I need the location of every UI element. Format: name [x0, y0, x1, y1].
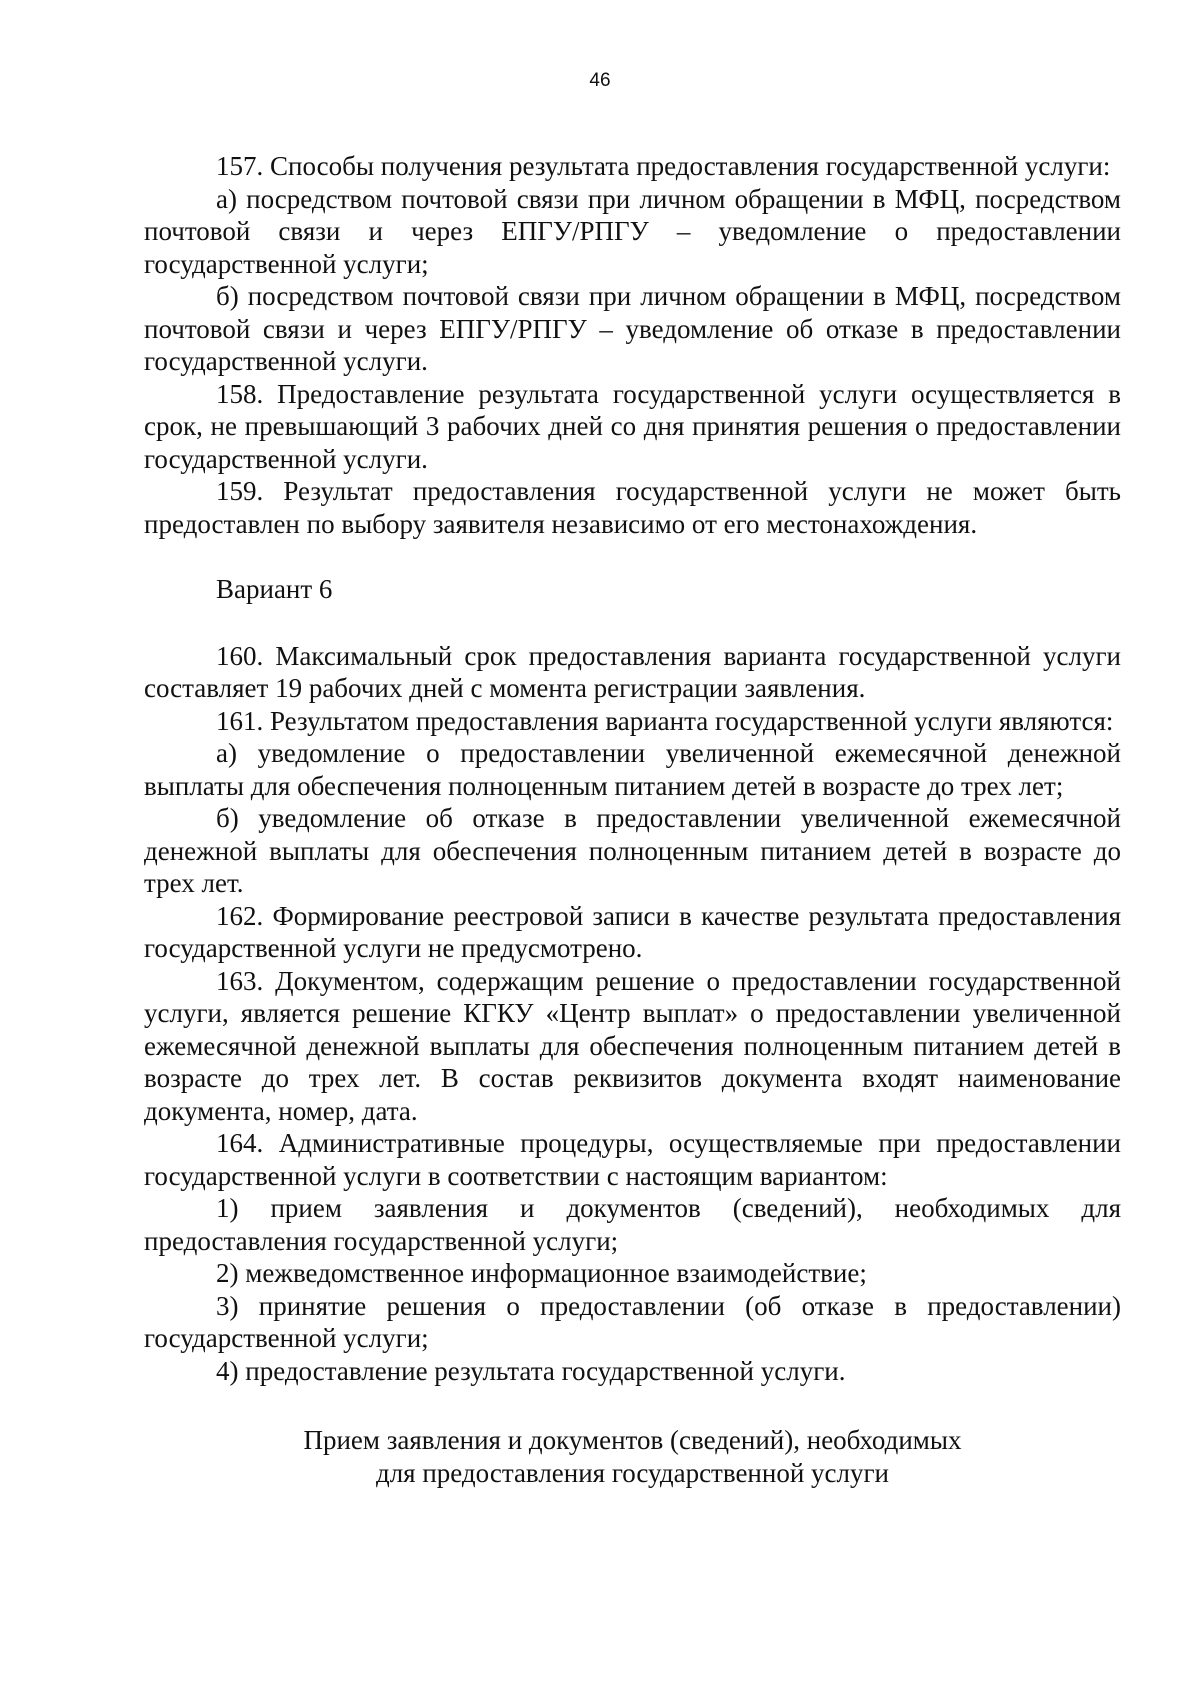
variant-heading: Вариант 6	[216, 574, 333, 604]
paragraph-164-4: 4) предоставление результата государственной услуги.	[216, 1355, 846, 1386]
paragraph-161-a: а) уведомление о предоставлении увеличенной ежемесячной денежной выплаты для обеспечения полноценным питанием детей в возрасте до трех лет;	[144, 738, 1121, 801]
paragraph-157-a: а) посредством почтовой связи при личном обращении в МФЦ, посредством почтовой связи и через ЕПГУ/РПГУ – уведомление о предоставлении государственной услуги;	[144, 183, 1121, 279]
paragraph-161: 161. Результатом предоставления варианта государственной услуги являются:	[216, 705, 1114, 736]
paragraph-162: 162. Формирование реестровой записи в качестве результата предоставления государственной услуги не предусмотрено.	[144, 900, 1121, 963]
paragraph-160: 160. Максимальный срок предоставления варианта государственной услуги составляет 19 рабочих дней с момента регистрации заявления.	[144, 640, 1121, 703]
paragraph-161-b: б) уведомление об отказе в предоставлении увеличенной ежемесячной денежной выплаты для обеспечения полноценным питанием детей в возрасте до трех лет.	[144, 803, 1121, 898]
paragraph-157: 157. Способы получения результата предоставления государственной услуги:	[216, 151, 1111, 181]
page-number: 46	[589, 70, 611, 91]
section-title-line-2: для предоставления государственной услуги	[375, 1457, 890, 1488]
paragraph-164: 164. Административные процедуры, осуществляемые при предоставлении государственной услуги в соответствии с настоящим вариантом:	[144, 1128, 1121, 1191]
document-body	[144, 150, 1121, 1489]
section-title-line-1: Прием заявления и документов (сведений), необходимых	[303, 1425, 962, 1455]
paragraph-164-3: 3) принятие решения о предоставлении (об отказе в предоставлении) государственной услуги;	[144, 1290, 1121, 1353]
paragraph-164-2: 2) межведомственное информационное взаимодействие;	[216, 1258, 867, 1288]
paragraph-164-1: 1) прием заявления и документов (сведений), необходимых для предоставления государственной услуги;	[144, 1193, 1121, 1256]
section-title	[144, 1424, 1121, 1489]
paragraph-158: 158. Предоставление результата государственной услуги осуществляется в срок, не превышающий 3 рабочих дней со дня принятия решения о предоставлении государственной услуги.	[144, 378, 1121, 474]
paragraph-163: 163. Документом, содержащим решение о предоставлении государственной услуги, является решение КГКУ «Центр выплат» о предоставлении увеличенной ежемесячной денежной выплаты для обеспечения полноценным питанием детей в возрасте до трех лет. В состав реквизитов документа входят наименование документа, номер, дата.	[144, 965, 1121, 1126]
paragraph-157-b: б) посредством почтовой связи при личном обращении в МФЦ, посредством почтовой связи и через ЕПГУ/РПГУ – уведомление об отказе в предоставлении государственной услуги.	[144, 281, 1121, 376]
paragraph-159: 159. Результат предоставления государственной услуги не может быть предоставлен по выбору заявителя независимо от его местонахождения.	[144, 476, 1121, 539]
